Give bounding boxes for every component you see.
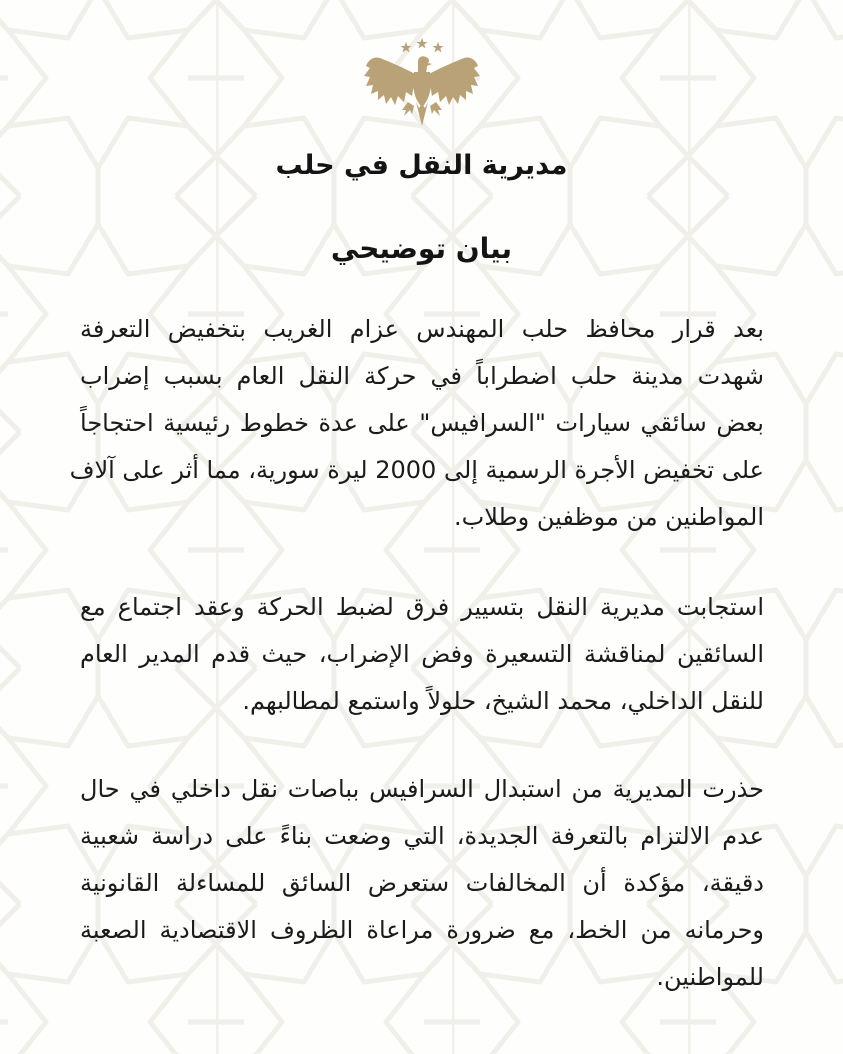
paragraph-line: بعد قرار محافظ حلب المهندس عزام الغريب بتخفيض التعرفة xyxy=(80,315,764,343)
paragraph-2 xyxy=(80,584,764,725)
paragraph-line: للنقل الداخلي، محمد الشيخ، حلولاً واستمع لمطالبهم. xyxy=(242,687,764,715)
paragraph-line: بعض سائقي سيارات "السرافيس" على عدة خطوط رئيسية احتجاجاً xyxy=(80,409,764,437)
paragraph-line: دقيقة، مؤكدة أن المخالفات ستعرض السائق للمساءلة القانونية xyxy=(80,869,764,897)
paragraph-line: عدم الالتزام بالتعرفة الجديدة، التي وضعت بناءً على دراسة شعبية xyxy=(80,822,764,850)
paragraph-line: على تخفيض الأجرة الرسمية إلى 2000 ليرة سورية، مما أثر على آلاف xyxy=(69,456,764,484)
paragraph-line: المواطنين من موظفين وطلاب. xyxy=(453,503,764,531)
paragraph-line: للمواطنين. xyxy=(656,963,764,991)
organization-title: مديرية النقل في حلب xyxy=(275,150,568,181)
paragraph-line: شهدت مدينة حلب اضطراباً في حركة النقل العام بسبب إضراب xyxy=(80,362,764,390)
star-icon xyxy=(401,42,412,52)
paragraph-line: السائقين لمناقشة التسعيرة وفض الإضراب، حيث قدم المدير العام xyxy=(80,640,764,668)
paragraph-line: استجابت مديرية النقل بتسيير فرق لضبط الحركة وعقد اجتماع مع xyxy=(80,593,764,621)
star-icon xyxy=(417,38,428,48)
paragraph-line: حذرت المديرية من استبدال السرافيس بباصات نقل داخلي في حال xyxy=(80,775,764,803)
star-icon xyxy=(433,42,444,52)
paragraph-1 xyxy=(69,306,764,541)
paragraph-line: وحرمانه من الخط، مع ضرورة مراعاة الظروف الاقتصادية الصعبة xyxy=(80,916,764,944)
paragraph-3 xyxy=(80,766,764,1001)
document-title: بيان توضيحي xyxy=(330,232,513,265)
golden-eagle-logo-icon xyxy=(360,36,484,128)
